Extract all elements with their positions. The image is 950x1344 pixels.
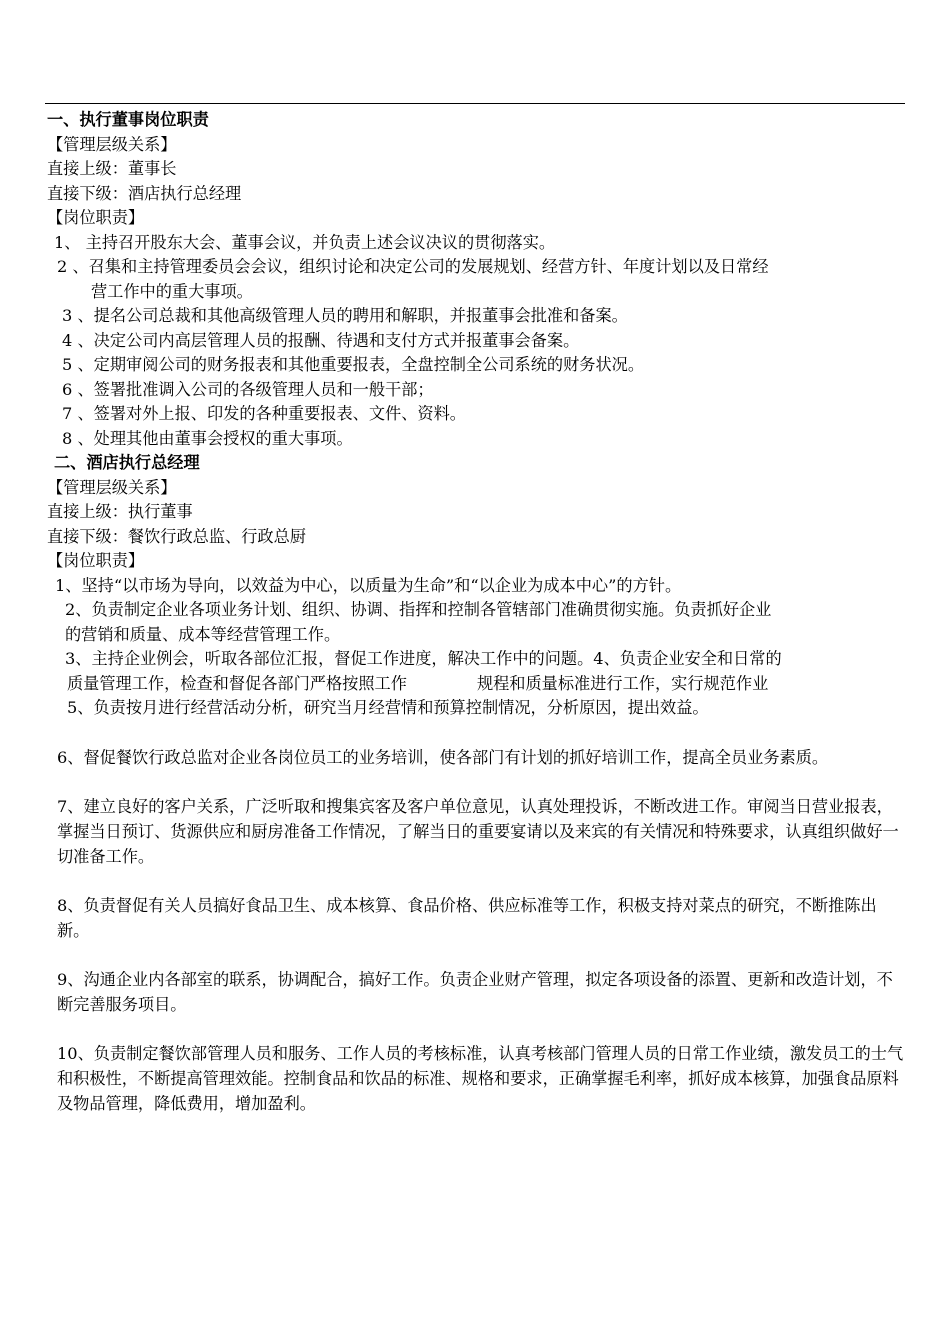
section1-duties-label: 【岗位职责】: [47, 208, 145, 227]
section2-duties-label: 【岗位职责】: [47, 551, 145, 570]
section2-duty-3: 3、主持企业例会，听取各部位汇报，督促工作进度，解决工作中的问题。4、负责企业安全和日常的: [65, 649, 782, 668]
section1-duty-5: 5 、定期审阅公司的财务报表和其他重要报表，全盘控制全公司系统的财务状况。: [62, 355, 645, 374]
header-rule: [45, 103, 905, 104]
section1-superior: 直接上级：董事长: [47, 159, 177, 178]
spacer: [47, 943, 909, 967]
section1-duty-3: 3 、提名公司总裁和其他高级管理人员的聘用和解职，并报董事会批准和备案。: [62, 306, 628, 325]
section1-duty-2-cont: 营工作中的重大事项。: [91, 281, 253, 301]
section1-hierarchy-label: 【管理层级关系】: [47, 134, 177, 154]
section1-duty-4: 4 、决定公司内高层管理人员的报酬、待遇和支付方式并报董事会备案。: [62, 330, 580, 350]
section2-duty-3-cont: [47, 672, 909, 697]
section2-duty-8: 8、负责督促有关人员搞好食品卫生、成本核算、食品价格、供应标准等工作，积极支持对菜点的研究，不断推陈出新。: [57, 895, 877, 940]
section1-title: 一、执行董事岗位职责: [47, 110, 209, 129]
section2-duty-5: 5、负责按月进行经营活动分析，研究当月经营情和预算控制情况，分析原因，提出效益。: [67, 698, 709, 717]
section1-duty-2: 2 、召集和主持管理委员会会议，组织讨论和决定公司的发展规划、经营方针、年度计划以及日常经: [57, 257, 769, 276]
section2-duty-1: 1、坚持“以市场为导向，以效益为中心，以质量为生命”和“以企业为成本中心”的方针。: [55, 575, 682, 595]
spacer: [47, 869, 909, 893]
section2-hierarchy-label: 【管理层级关系】: [47, 477, 177, 497]
section1-duty-6: 6 、签署批准调入公司的各级管理人员和一般干部；: [62, 379, 434, 399]
section2-duty-3-cont-a: 质量管理工作，检查和督促各部门严格按照工作: [67, 673, 407, 693]
spacer: [47, 770, 909, 794]
section2-superior: 直接上级：执行董事: [47, 502, 193, 521]
section2-duty-2-cont: 的营销和质量、成本等经营管理工作。: [65, 624, 341, 644]
section2-title: 二、酒店执行总经理: [54, 453, 200, 472]
spacer: [47, 721, 909, 745]
spacer: [47, 1017, 909, 1041]
section2-duty-9: 9、沟通企业内各部室的联系，协调配合，搞好工作。负责企业财产管理，拟定各项设备的添置、更新和改造计划，不断完善服务项目。: [57, 969, 893, 1014]
section1-duty-7: 7 、签署对外上报、印发的各种重要报表、文件、资料。: [62, 404, 466, 423]
section2-subordinate: 直接下级：餐饮行政总监、行政总厨: [47, 526, 306, 546]
section2-duty-10: 10、负责制定餐饮部管理人员和服务、工作人员的考核标准，认真考核部门管理人员的日常工作业绩，激发员工的士气和积极性，不断提高管理效能。控制食品和饮品的标准、规格和要求，正确掌握毛利率，抓好成本核算，加强食品原料及物品管理，降低费用，增加盈利。: [57, 1043, 904, 1113]
section1-duty-1: 1、 主持召开股东大会、董事会议，并负责上述会议决议的贯彻落实。: [54, 232, 556, 252]
section2-duty-6: 6、督促餐饮行政总监对企业各岗位员工的业务培训，使各部门有计划的抓好培训工作，提高全员业务素质。: [57, 747, 829, 767]
document-body: [47, 108, 909, 1116]
section1-duty-8: 8 、处理其他由董事会授权的重大事项。: [62, 428, 353, 448]
section2-duty-7: 7、建立良好的客户关系，广泛听取和搜集宾客及客户单位意见，认真处理投诉，不断改进工作。审阅当日营业报表，掌握当日预订、货源供应和厨房准备工作情况，了解当日的重要宴请以及来宾的有关情况和特殊要求，认真组织做好一切准备工作。: [57, 796, 899, 866]
section2-duty-3-cont-b: 规程和质量标准进行工作，实行规范作业: [476, 673, 769, 693]
section2-duty-2: 2、负责制定企业各项业务计划、组织、协调、指挥和控制各管辖部门准确贯彻实施。负责抓好企业: [65, 600, 772, 619]
section1-subordinate: 直接下级：酒店执行总经理: [47, 183, 242, 203]
